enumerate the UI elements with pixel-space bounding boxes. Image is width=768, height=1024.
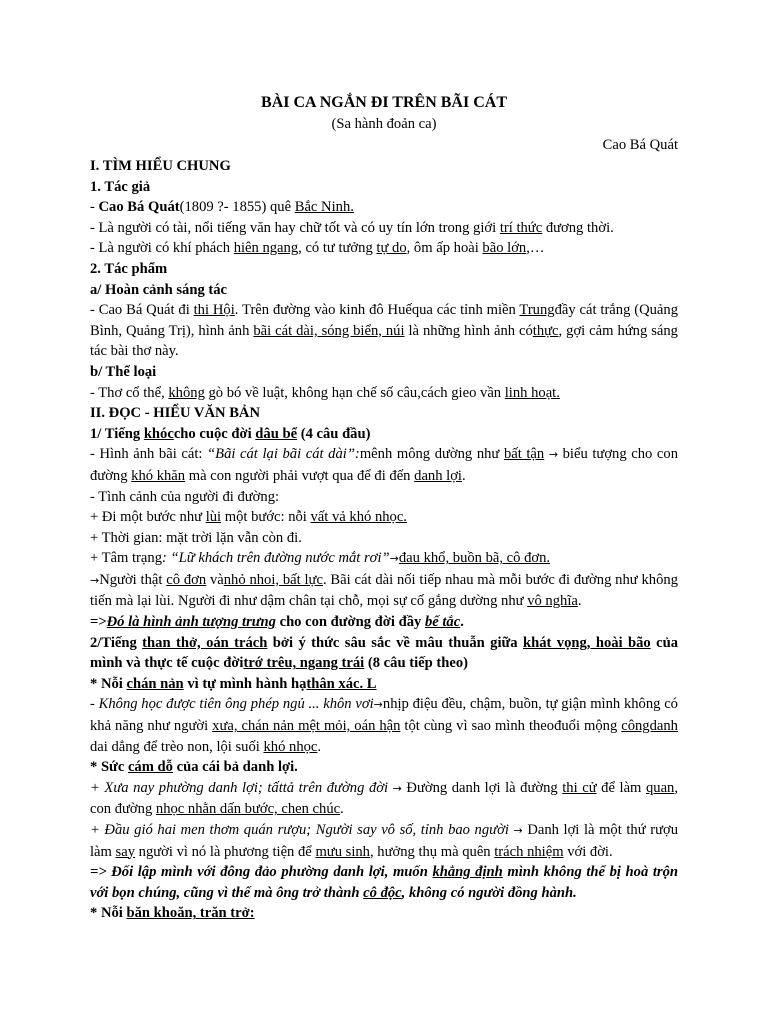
part-1-heading (90, 424, 678, 445)
arrow-right-icon: → (90, 573, 100, 587)
nguoithat-paragraph (90, 570, 678, 612)
underlined-text: thi Hội (193, 302, 235, 319)
underlined-text: trớ trêu, ngang trái (243, 655, 365, 672)
text: (1809 ?- 1855) quê (179, 199, 295, 216)
text: người vì nó là phương tiện để (135, 843, 316, 860)
camdo-heading (90, 757, 678, 778)
text: tột cùng vì sao mình theođuổi mộng (400, 718, 622, 735)
underlined-text: danh lợi (414, 467, 462, 484)
underlined-text: lùi (205, 509, 222, 526)
underlined-text: bế tắc (424, 614, 461, 631)
arrow-right-icon: → (548, 448, 559, 462)
text: dai dẳng để trèo non, lội suối (90, 738, 264, 755)
underlined-text: Trung (519, 302, 555, 319)
text: - (90, 199, 99, 216)
text: . (317, 738, 322, 755)
text: Danh lợi là một thứ rượu làm (90, 822, 678, 860)
quote-text: + Đầu gió hai men thơm quán rượu; Người say vô số, tỉnh bao người (90, 822, 514, 838)
underlined-text: hiên ngang (233, 240, 299, 257)
text: * Nỗi (90, 675, 127, 692)
underlined-text: cô đơn (166, 571, 207, 588)
baicat-paragraph (90, 444, 678, 486)
underlined-text: băn khoăn, trăn trở: (126, 905, 255, 922)
text: mênh mông dường như (359, 446, 504, 463)
tinhcanh-heading: - Tình cảnh của người đi đường: (90, 488, 280, 505)
text: + Tâm trạng (90, 550, 162, 567)
underlined-text: khó khăn (131, 467, 186, 484)
text: ,… (526, 240, 545, 257)
tacgia-line-2 (90, 218, 678, 239)
underlined-text: than thở, oán trách (142, 634, 268, 651)
text: , có tư tưởng (298, 240, 377, 257)
underlined-text: nhỏ nhoi, bất lực (223, 571, 323, 588)
text: Đường danh lợi là đường (401, 779, 563, 796)
xuanay-paragraph (90, 778, 678, 820)
text: (8 câu tiếp theo) (364, 655, 468, 672)
hoancanh-heading: a/ Hoàn cảnh sáng tác (90, 281, 228, 298)
daugio-paragraph (90, 820, 678, 862)
doc-author: Cao Bá Quát (602, 137, 678, 153)
text: và (206, 571, 224, 588)
underlined-text: không (168, 384, 205, 401)
underlined-text: xưa, chán nản mệt mỏi, oán hận (212, 718, 401, 735)
underlined-text: Đó là hình ảnh tượng trưng (106, 614, 276, 631)
text: đầy cát trắng (Quảng Bình, Quảng Trị), hình ảnh (90, 302, 679, 339)
khonghoc-paragraph (90, 694, 678, 757)
underlined-text: thi cử (562, 779, 597, 796)
text: * Sức (90, 759, 128, 776)
ketluan-2 (90, 862, 678, 903)
text: , con đường (90, 779, 678, 818)
text: của mình và thực tế cuộc đời (90, 634, 679, 672)
text: . (340, 801, 344, 818)
text: - Cao Bá Quát đi (90, 302, 194, 319)
text: + Đi một bước như (90, 509, 206, 526)
text: , ôm ấp hoài (406, 240, 483, 257)
underlined-text: trí thức (499, 219, 543, 236)
text: biểu tượng cho con đường (90, 446, 678, 484)
doc-title: BÀI CA NGẮN ĐI TRÊN BÃI CÁT (261, 94, 507, 111)
hoancanh-paragraph (90, 300, 678, 362)
tacgia-heading: 1. Tác giả (90, 178, 151, 195)
underlined-text: bão lớn (482, 240, 527, 257)
underlined-text: vô nghĩa (527, 593, 578, 610)
underlined-text: cô độc (363, 884, 402, 901)
arrow-right-icon: → (389, 552, 399, 566)
quote-text: “Bãi cát lại bãi cát dài”: (207, 446, 360, 463)
text: để làm (596, 779, 646, 796)
underlined-text: khóc (143, 425, 174, 442)
underlined-text: khó nhọc (263, 738, 318, 755)
text: - Hình ảnh bãi cát: (90, 446, 208, 463)
underlined-text: tự do (376, 240, 407, 257)
arrow-right-icon: → (392, 781, 402, 795)
underlined-text: linh hoạt. (504, 384, 560, 401)
underlined-text: vất vả khó nhọc. (310, 509, 407, 526)
tacgia-line-1 (90, 197, 678, 218)
underlined-text: đau khổ, buồn bã, cô đơn. (398, 550, 551, 567)
text: Đối lập mình với đông đảo phường danh lợi, muốn (111, 864, 433, 881)
tacpham-heading: 2. Tác phẩm (90, 260, 168, 277)
section-1-heading: I. TÌM HIỂU CHUNG (90, 158, 231, 174)
underlined-text: dâu bể (255, 425, 298, 442)
ketluan-1 (90, 612, 678, 633)
text: - Là người có khí phách (90, 240, 234, 257)
text: => (90, 864, 112, 881)
underlined-text: bãi cát dài, sóng biển, núi (253, 322, 405, 339)
text: mà con người phải vượt qua để đi đến (185, 467, 415, 484)
text: . (577, 593, 582, 610)
bankhoan-heading (90, 903, 678, 924)
text: 1/ Tiếng (90, 425, 144, 442)
text: một bước: nỗi (221, 509, 311, 526)
text: . Trên đường vào kinh đô Huếqua các tỉnh miền (234, 302, 520, 319)
text: . (460, 614, 464, 631)
text: vì tự mình hành hạ (183, 675, 307, 692)
underlined-text: khát vọng, hoài bão (522, 634, 651, 651)
text: gò bó về luật, không hạn chế số câu,cách gieo vần (204, 384, 505, 401)
text: Người thật (99, 571, 167, 588)
arrow-right-icon: → (513, 824, 523, 837)
text: , không có người đồng hành. (401, 884, 577, 901)
tinhcanh-line-2: + Thời gian: mặt trời lặn vẫn còn đi. (90, 529, 302, 546)
underlined-text: say (115, 843, 136, 860)
text: là những hình ảnh có (404, 322, 533, 339)
underlined-text: thực (532, 322, 559, 339)
text: - Là người có tài, nổi tiếng văn hay chữ tốt và có uy tín lớn trong giới (90, 219, 500, 236)
text: đương thời. (542, 219, 614, 236)
doc-subtitle: (Sa hành đoản ca) (331, 116, 437, 132)
underlined-text: mưu sinh (315, 843, 370, 860)
place-name: Bắc Ninh. (294, 199, 354, 216)
text: của cái bả danh lợi. (172, 759, 298, 776)
tinhcanh-line-1 (90, 507, 678, 528)
arrow-right-icon: → (373, 698, 383, 712)
text: cho cuộc đời (173, 425, 256, 442)
text: . (461, 467, 466, 484)
underlined-text: quan (645, 779, 675, 796)
text: , hưởng thụ mà quên (369, 843, 495, 860)
text: , gợi cảm hứng sáng tác bài thơ này. (90, 322, 678, 360)
text: => (90, 614, 107, 631)
part-2-heading (90, 633, 678, 674)
tinhcanh-line-3 (90, 548, 678, 570)
text: - Thơ cổ thể, (90, 384, 169, 401)
text: 2/Tiếng (90, 634, 143, 651)
theloai-paragraph (90, 383, 678, 404)
underlined-text: nhọc nhằn dấn bước, chen chúc (155, 801, 341, 818)
text: * Nỗi (90, 905, 127, 922)
text: mình không thể bị hoà trộn với bọn chúng, cũng vì thế mà ông trở thành (90, 864, 679, 901)
section-2-heading: II. ĐỌC - HIỂU VĂN BẢN (90, 405, 261, 422)
tacgia-line-3 (90, 238, 678, 259)
underlined-text: bất tận (503, 446, 545, 463)
quote-text: + Xưa nay phường danh lợi; tấttả trên đường đời (90, 779, 393, 796)
text: (4 câu đầu) (297, 425, 371, 442)
underlined-text: côngdanh (621, 718, 678, 735)
quote-text: - Không học được tiên ông phép ngủ ... khôn vơi (90, 696, 374, 713)
text: . Bãi cát dài nối tiếp nhau mà mỗi bước đi đường như không tiến mà lại lùi. Người đi như dậm chân tại chỗ, mọi sự cố gắng dường như (90, 571, 678, 610)
quote-text: : “Lữ khách trên đường nước mắt rơi” (162, 550, 390, 567)
underlined-text: chán nản (126, 675, 184, 692)
underlined-text: trách nhiệm (494, 843, 564, 860)
author-name: Cao Bá Quát (98, 199, 180, 216)
text: nhịp điệu đều, chậm, buồn, tự giận mình không có khả năng như người (90, 696, 678, 735)
text: với đời. (563, 843, 613, 860)
underlined-text: cám dỗ (127, 759, 173, 776)
text: cho con đường đời đầy (275, 614, 425, 631)
underlined-text: thân xác. L (306, 675, 377, 692)
channan-heading (90, 674, 678, 695)
theloai-heading: b/ Thể loại (90, 363, 157, 380)
text: bởi ý thức sâu sắc về mâu thuẫn giữa (267, 634, 523, 651)
underlined-text: khẳng định (432, 864, 503, 881)
